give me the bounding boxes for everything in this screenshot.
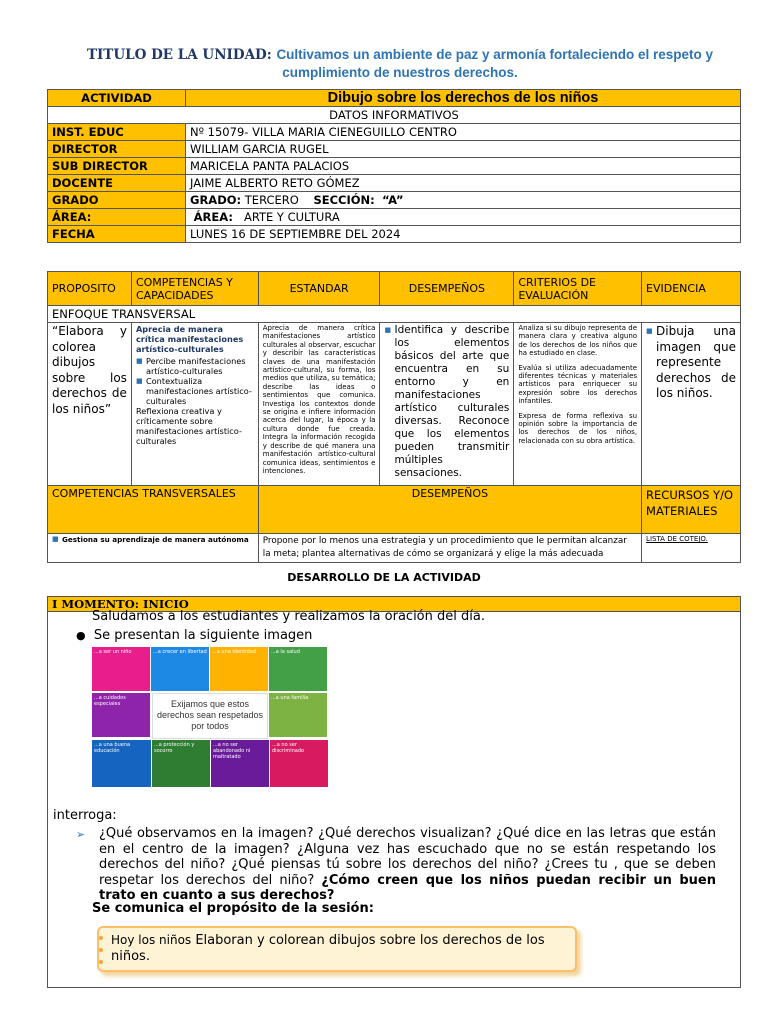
criterios-cell — [514, 323, 642, 486]
info-value: MARICELA PANTA PALACIOS — [186, 158, 741, 175]
info-value: Nº 15079- VILLA MARIA CIENEGUILLO CENTRO — [186, 124, 741, 141]
recursos-header: RECURSOS Y/O MATERIALES — [642, 486, 741, 534]
purpose-text: Elaboran y colorean dibujos sobre los derechos de los niños. — [111, 933, 545, 964]
momento-title: I MOMENTO: INICIO — [48, 597, 740, 612]
info-label: DIRECTOR — [48, 141, 186, 158]
competencias-cell — [131, 323, 258, 486]
proposito-cell: “Elabora y colorea dibujos sobre los derechos de los niños” — [48, 323, 132, 486]
estandar-cell: Aprecia de manera crítica manifestaciones artístico culturales al observar, escuchar y describir las características claves de una manifestación artístico-cultural, su forma, los medios que utiliza, su temática; describe las ideas o sentimientos que comunica. Investiga los contextos donde se origina e infiere información acerca del lugar, la época y la cultura donde fue creada. Integra la información recogida y describe de qué manera una manifestación artístico-cultural comunica ideas, sentimientos e intenciones. — [258, 323, 380, 486]
col-header: COMPETENCIAS Y CAPACIDADES — [131, 272, 258, 306]
grado-text: TERCERO — [244, 193, 299, 207]
poster-tile: ...a crecer en libertad — [151, 647, 209, 691]
rights-poster-image — [92, 647, 328, 787]
unit-title — [60, 46, 740, 82]
recurso-item — [642, 534, 741, 563]
purpose-prefix: Hoy los niños — [111, 933, 192, 947]
fecha-value: LUNES 16 DE SEPTIEMBRE DEL 2024 — [186, 226, 741, 243]
momento-line-2-text: Se presentan la siguiente imagen — [93, 628, 313, 643]
transversales-header: COMPETENCIAS TRANSVERSALES — [48, 486, 259, 534]
capacidad-extra: Reflexiona creativa y críticamente sobre manifestaciones artístico-culturales — [135, 406, 242, 446]
evidencia-item: ■ Dibuja una imagen que represente derechos de los niños. — [646, 324, 736, 402]
poster-tile: ...a una identidad — [210, 647, 268, 691]
capacidad-item: ■ Contextualiza manifestaciones artístico-culturales — [136, 376, 254, 406]
criterio-item: Analiza si su dibujo representa de manera clara y creativa alguno de los derechos de los niños que ha estudiado en clase. — [518, 324, 638, 358]
poster-tile: ...a una familia — [269, 693, 327, 737]
col-header: PROPOSITO — [48, 272, 132, 306]
col-header: EVIDENCIA — [642, 272, 741, 306]
questions-regular: ¿Qué observamos en la imagen? ¿Qué derechos visualizan? ¿Qué dice en las letras que están en el centro de la imagen? ¿Alguna vez has escuchado que no se están respetando los derechos del niño? ¿Qué piensas tú sobre los derechos del niño? ¿Crees tu , que se deben respetar los derechos del niño? — [99, 826, 716, 888]
questions-text — [76, 826, 716, 904]
seccion-value: “A” — [382, 193, 404, 207]
grado-label: GRADO — [48, 192, 186, 209]
competencia-title: Aprecia de manera crítica manifestaciones artístico-culturales — [135, 324, 244, 354]
poster-tile: ...a la salud — [269, 647, 327, 691]
col-header: CRITERIOS DE EVALUACIÓN — [514, 272, 642, 306]
grado-value — [186, 192, 741, 209]
unit-title-label: TITULO DE LA UNIDAD: — [86, 47, 272, 63]
info-table — [47, 89, 741, 243]
enfoque-transversal: ENFOQUE TRANSVERSAL — [48, 306, 741, 323]
comunica-label: Se comunica el propósito de la sesión: — [92, 901, 374, 916]
recurso-text: LISTA DE COTEJO. — [646, 535, 708, 543]
unit-title-text: Cultivamos un ambiente de paz y armonía fortaleciendo el respeto y cumplimiento de nuestros derechos. — [276, 47, 714, 80]
bullet-icon: ● — [76, 629, 86, 642]
evidencia-cell — [642, 323, 741, 486]
info-label: DOCENTE — [48, 175, 186, 192]
col-header: ESTANDAR — [258, 272, 380, 306]
desempenos-cell — [380, 323, 514, 486]
info-value: JAIME ALBERTO RETO GÓMEZ — [186, 175, 741, 192]
desarrollo-title: DESARROLLO DE LA ACTIVIDAD — [287, 571, 481, 584]
transv-item: ■ Gestiona su aprendizaje de manera autónoma — [52, 535, 254, 544]
criterio-item: Evalúa si utiliza adecuadamente diferentes técnicas y materiales artísticos para enriquecer su expresión sobre los derechos infantiles. — [518, 363, 638, 406]
purpose-box — [97, 926, 577, 972]
poster-tile: ...a no ser discriminado — [270, 740, 328, 787]
poster-tile: ...a una buena educación — [92, 740, 151, 787]
poster-tile: ...a protección y socorro — [152, 740, 210, 787]
transv-desempenos-header: DESEMPEÑOS — [258, 486, 641, 534]
criterio-item: Expresa de forma reflexiva su opinión sobre la importancia de los derechos de los niños, relacionada con su obra artística. — [518, 411, 638, 445]
poster-tile: ...a cuidados especiales — [92, 693, 150, 737]
questions-block — [76, 826, 716, 904]
desempeno-item: ■ Identifica y describe los elementos básicos del arte que encuentra en su entorno y en manifestaciones artístico culturales diversas. Reconoce que los elementos pueden transmitir múltiples sensaciones. — [384, 324, 509, 480]
area-value — [186, 209, 741, 226]
fecha-label: FECHA — [48, 226, 186, 243]
seccion-key: SECCIÓN: — [313, 193, 375, 207]
momento-line-1: Saludamos a los estudiantes y realizamos la oración del día. — [92, 609, 485, 624]
datos-informativos: DATOS INFORMATIVOS — [48, 107, 741, 124]
deco-dot — [99, 948, 103, 952]
actividad-title: Dibujo sobre los derechos de los niños — [186, 90, 741, 107]
area-text: ARTE Y CULTURA — [243, 210, 340, 224]
info-label: SUB DIRECTOR — [48, 158, 186, 175]
momento-line-2 — [76, 628, 312, 644]
questions-bold: ¿Cómo creen que los niños puedan recibir un buen trato en cuanto a sus derechos? — [99, 872, 716, 903]
interroga-label: interroga: — [53, 808, 117, 823]
col-header: DESEMPEÑOS — [380, 272, 514, 306]
arrow-bullet-icon: ➢ — [76, 828, 86, 841]
area-label: ÁREA: — [48, 209, 186, 226]
area-key: ÁREA: — [193, 210, 233, 224]
info-value: WILLIAM GARCIA RUGEL — [186, 141, 741, 158]
poster-center-text: Exijamos que estos derechos sean respetados por todos — [152, 693, 268, 739]
poster-tile: ...a ser un niño — [92, 647, 150, 691]
poster-tile: ...a no ser abandonado ni maltratado — [211, 740, 269, 787]
deco-dot — [99, 960, 103, 964]
actividad-label: ACTIVIDAD — [48, 90, 186, 107]
capacidad-item: ■ Percibe manifestaciones artístico-culturales — [136, 356, 254, 376]
transv-desempeno: Propone por lo menos una estrategia y un procedimiento que le permitan alcanzar la meta; plantea alternativas de cómo se organizará y elige la más adecuada — [258, 534, 641, 563]
competencies-table — [47, 271, 741, 563]
transv-item-cell — [48, 534, 259, 563]
info-label: INST. EDUC — [48, 124, 186, 141]
grado-key: GRADO: — [190, 193, 242, 207]
deco-dot — [99, 936, 103, 940]
